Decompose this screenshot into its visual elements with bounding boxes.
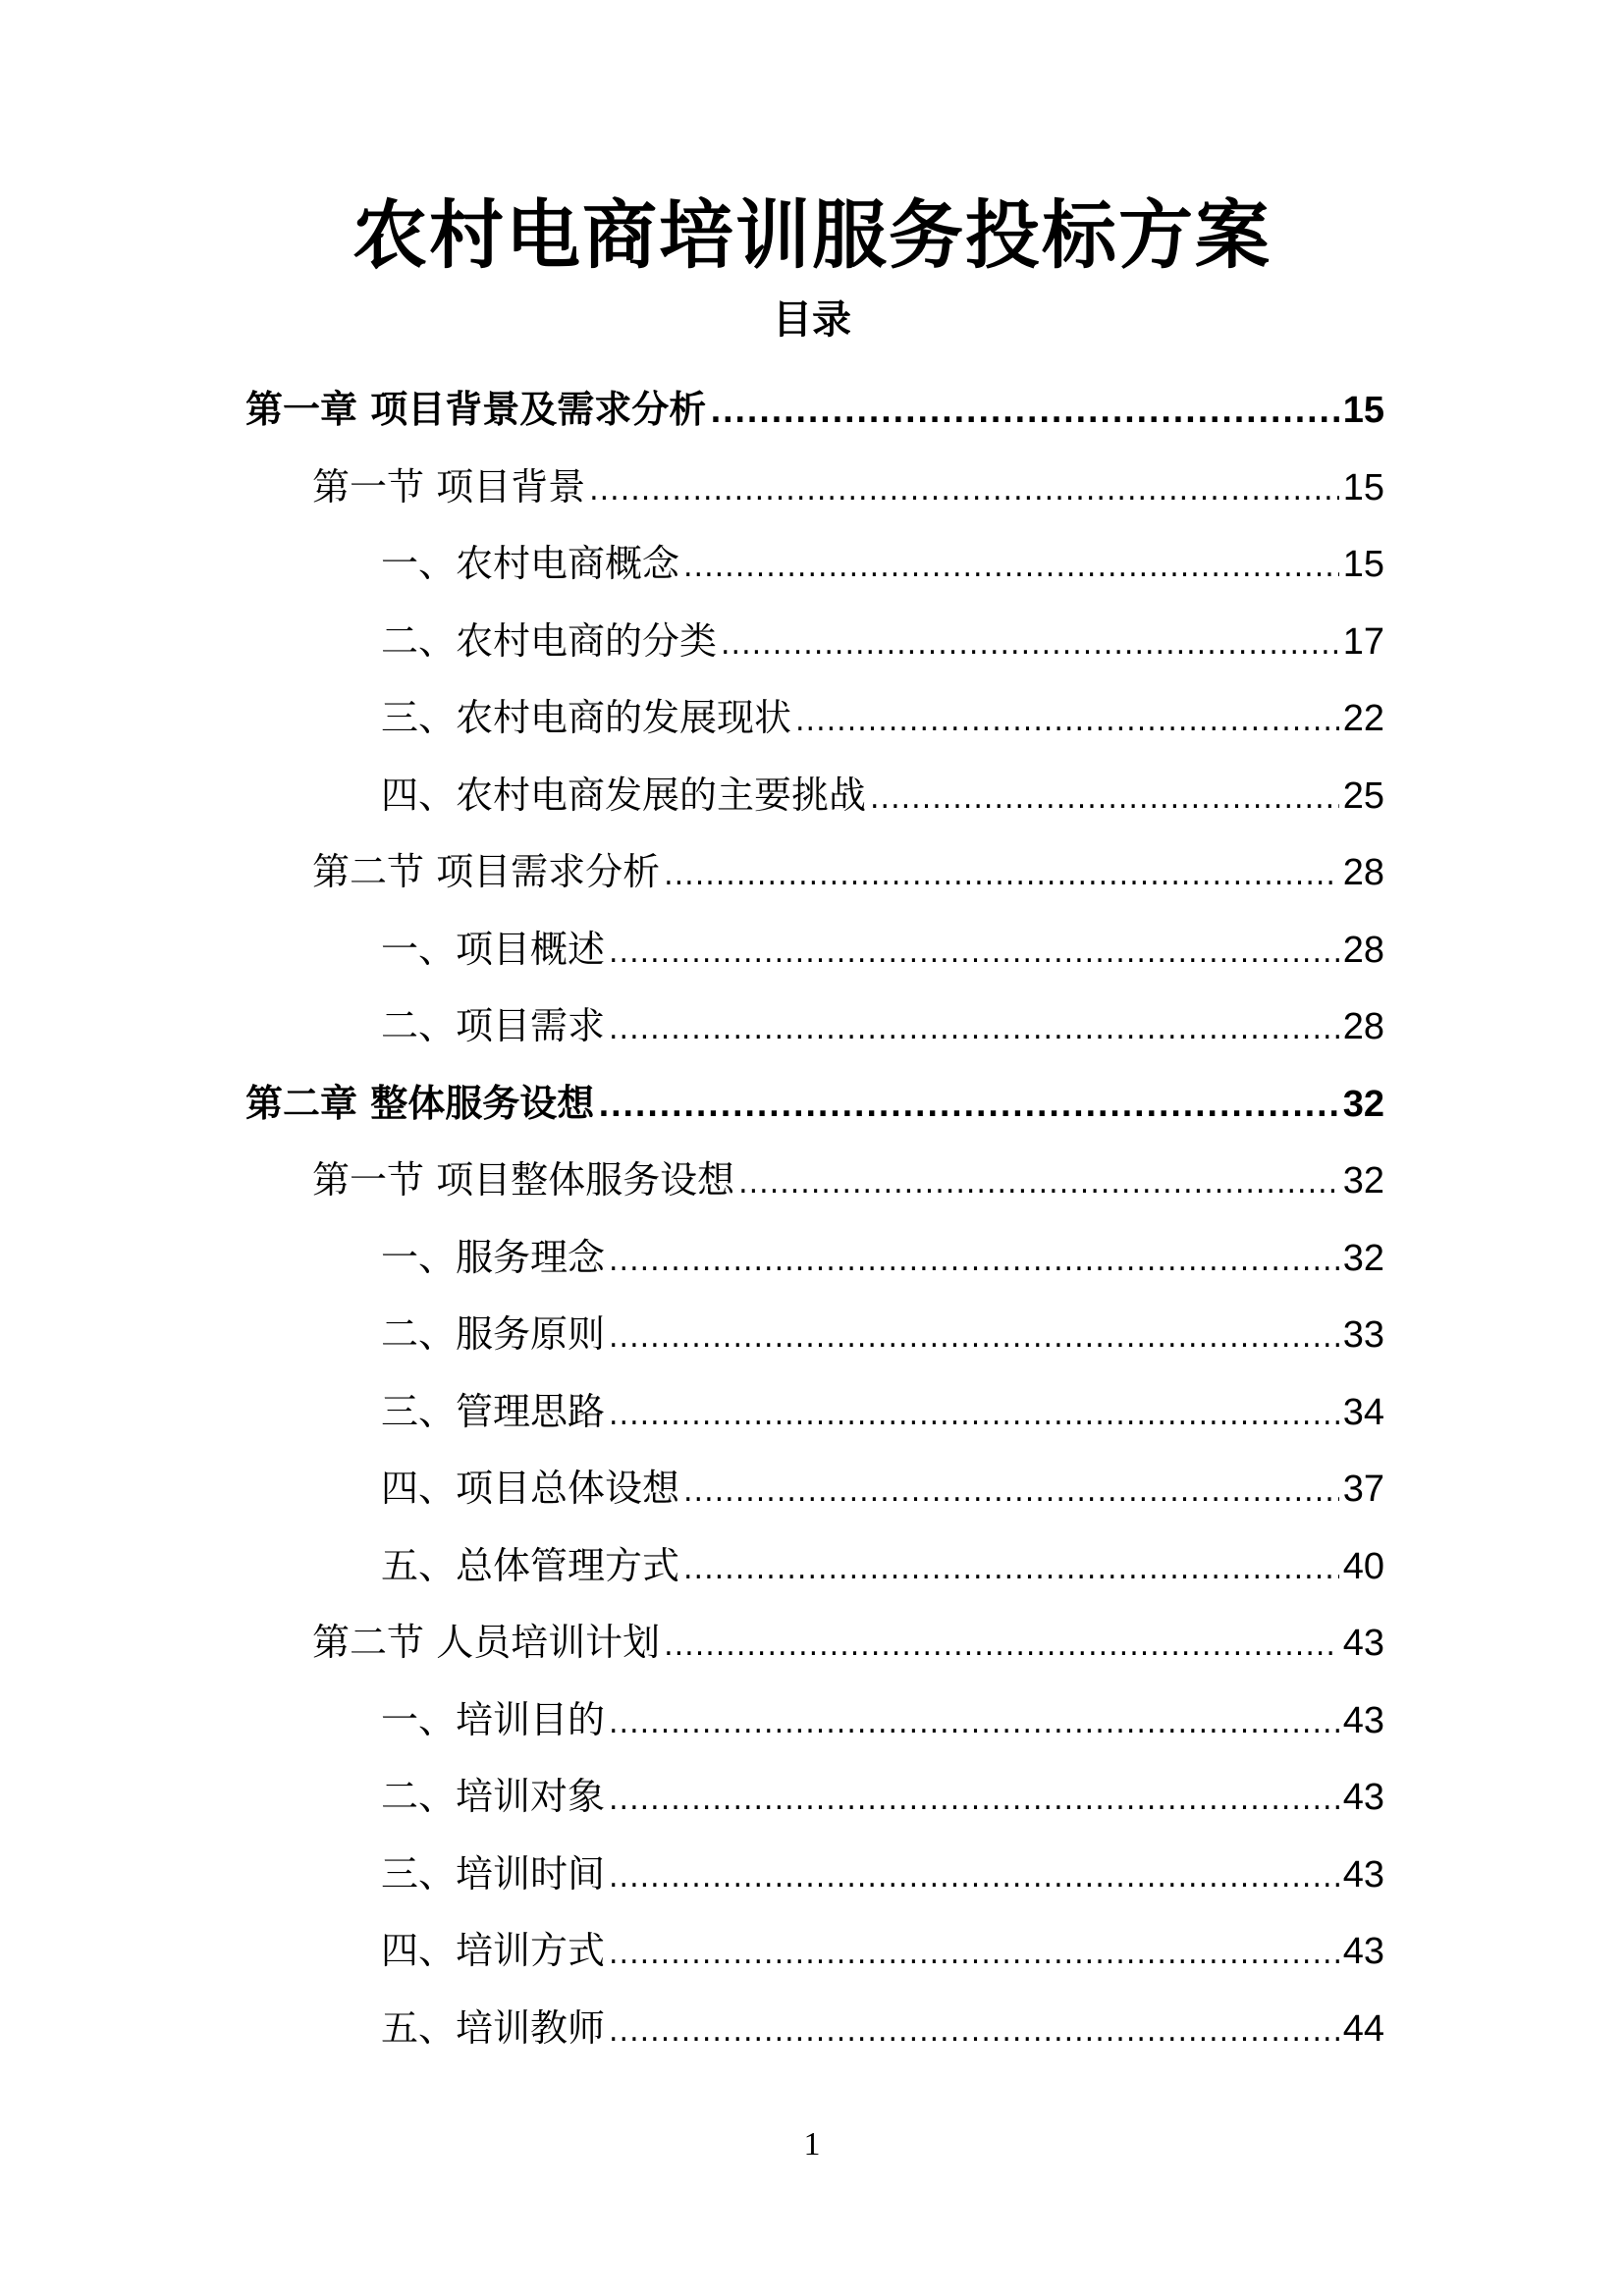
toc-entry-label: 四、培训方式 [381,1929,606,1972]
toc-entry-label: 第一节 项目背景 [312,464,586,508]
toc-entry-item[interactable] [245,1912,1384,1990]
toc-entry-chapter[interactable] [245,371,1384,449]
toc-entry-page-number: 33 [1342,1314,1384,1356]
toc-entry-item[interactable] [245,1373,1384,1451]
toc-entry-label: 五、培训教师 [381,2005,606,2050]
toc-dot-leader [795,683,1339,761]
toc-entry-section[interactable] [245,833,1384,911]
toc-dot-leader [609,991,1339,1069]
toc-entry-page-number: 22 [1342,698,1384,739]
toc-entry-page-number: 40 [1342,1545,1384,1587]
toc-dot-leader [870,761,1339,838]
toc-entry-chapter[interactable] [245,1065,1384,1143]
toc-entry-label: 五、总体管理方式 [381,1543,680,1587]
toc-entry-page-number: 25 [1342,774,1384,817]
toc-dot-leader [609,1685,1339,1763]
toc-entry-item[interactable] [245,1758,1384,1836]
page-number: 1 [803,2126,821,2163]
toc-dot-leader [721,607,1339,684]
toc-dot-leader [664,1608,1339,1685]
toc-entry-label: 四、农村电商发展的主要挑战 [381,773,867,817]
toc-entry-page-number: 44 [1342,2007,1384,2050]
toc-dot-leader [683,1454,1339,1531]
toc-entry-page-number: 43 [1342,1623,1384,1664]
toc-entry-page-number: 15 [1342,390,1384,431]
toc-entry-item[interactable] [245,1836,1384,1913]
toc-entry-page-number: 37 [1342,1468,1384,1510]
toc-dot-leader [598,1069,1338,1147]
toc-entry-section[interactable] [245,1604,1384,1682]
toc-entry-label: 一、培训目的 [381,1697,606,1741]
toc-entry-page-number: 15 [1342,544,1384,585]
toc-entry-item[interactable] [245,603,1384,680]
toc-entry-label: 第一章 项目背景及需求分析 [245,388,707,431]
toc-dot-leader [609,1377,1339,1455]
toc-dot-leader [609,1223,1339,1301]
toc-entry-item[interactable] [245,1296,1384,1373]
toc-entry-page-number: 34 [1342,1391,1384,1433]
toc-entry-page-number: 17 [1342,620,1384,663]
toc-entry-item[interactable] [245,1219,1384,1297]
toc-dot-leader [609,1916,1339,1994]
toc-entry-label: 三、农村电商的发展现状 [381,696,792,739]
toc-dot-leader [683,529,1339,607]
toc-entry-section[interactable] [245,449,1384,526]
toc-dot-leader [664,837,1339,915]
toc-entry-item[interactable] [245,757,1384,834]
toc-entry-label: 二、培训对象 [381,1775,606,1818]
toc-entry-label: 二、服务原则 [381,1312,606,1356]
toc-entry-label: 三、管理思路 [381,1389,606,1433]
toc-entry-label: 二、农村电商的分类 [381,618,718,663]
toc-entry-item[interactable] [245,1682,1384,1759]
toc-entry-label: 二、项目需求 [381,1004,606,1047]
table-of-contents [245,371,1384,2066]
toc-dot-leader [609,1840,1339,1917]
toc-entry-section[interactable] [245,1142,1384,1219]
toc-dot-leader [738,1146,1339,1223]
toc-entry-item[interactable] [245,1527,1384,1605]
toc-entry-item[interactable] [245,911,1384,988]
toc-entry-page-number: 43 [1342,1777,1384,1818]
toc-entry-label: 一、农村电商概念 [381,542,680,585]
toc-entry-page-number: 28 [1342,1006,1384,1047]
toc-entry-page-number: 32 [1342,1237,1384,1279]
toc-entry-label: 三、培训时间 [381,1851,606,1896]
toc-entry-item[interactable] [245,1990,1384,2067]
toc-entry-label: 一、服务理念 [381,1235,606,1279]
toc-entry-label: 第一节 项目整体服务设想 [312,1158,735,1201]
toc-entry-page-number: 15 [1342,466,1384,508]
toc-entry-page-number: 32 [1342,1083,1384,1125]
toc-dot-leader [609,915,1339,992]
toc-entry-page-number: 32 [1342,1160,1384,1201]
toc-dot-leader [710,375,1338,453]
toc-dot-leader [683,1531,1339,1609]
toc-dot-leader [609,1994,1339,2071]
toc-heading: 目录 [773,297,851,343]
toc-entry-page-number: 28 [1342,852,1384,893]
toc-dot-leader [609,1762,1339,1840]
toc-entry-label: 第二章 整体服务设想 [245,1081,595,1125]
toc-entry-item[interactable] [245,988,1384,1065]
toc-dot-leader [589,453,1339,530]
toc-entry-page-number: 43 [1342,1853,1384,1896]
toc-entry-page-number: 28 [1342,929,1384,971]
document-title: 农村电商培训服务投标方案 [352,191,1272,279]
toc-entry-item[interactable] [245,1450,1384,1527]
toc-entry-label: 第二节 人员培训计划 [312,1621,661,1664]
toc-entry-page-number: 43 [1342,1699,1384,1741]
toc-dot-leader [609,1300,1339,1377]
toc-entry-item[interactable] [245,679,1384,757]
toc-entry-label: 第二节 项目需求分析 [312,850,661,893]
toc-entry-label: 四、项目总体设想 [381,1467,680,1510]
toc-entry-page-number: 43 [1342,1931,1384,1972]
toc-entry-item[interactable] [245,525,1384,603]
toc-entry-label: 一、项目概述 [381,927,606,971]
